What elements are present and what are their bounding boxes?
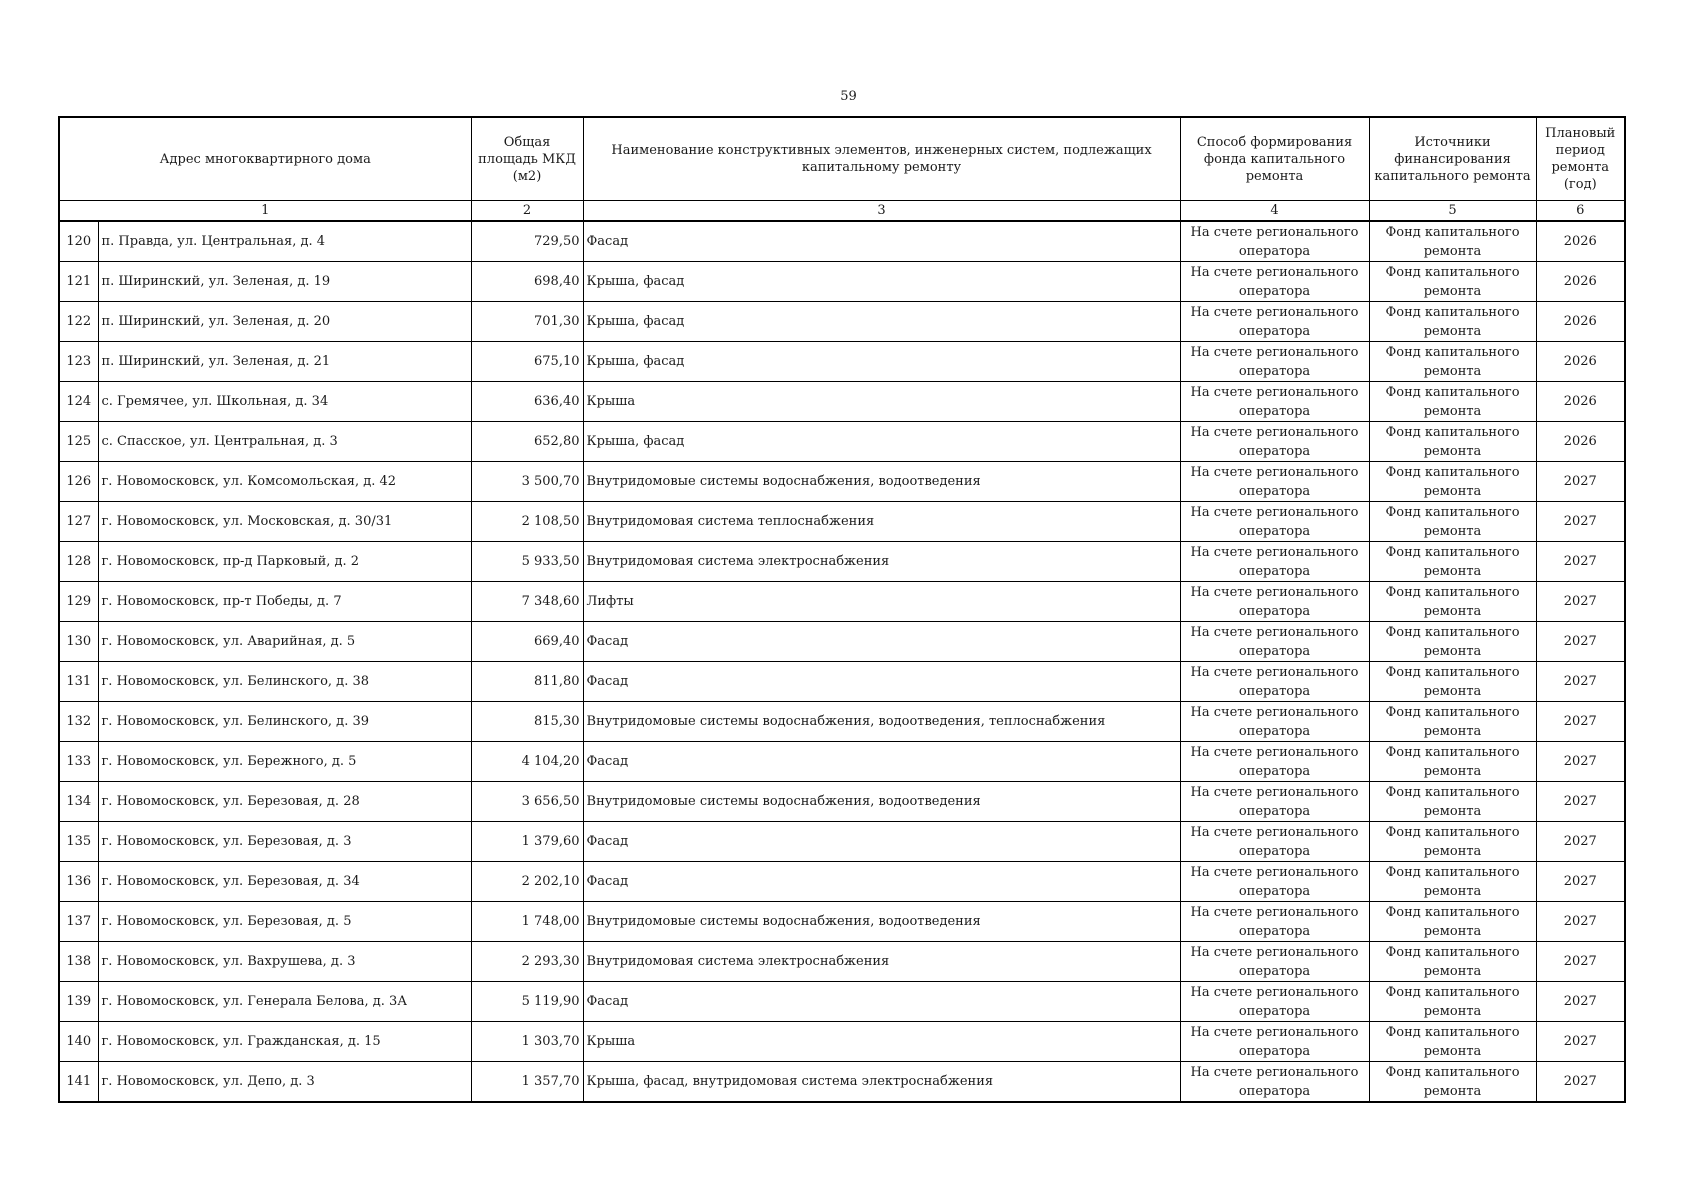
elements-cell: Фасад bbox=[583, 862, 1180, 902]
funding-source-cell: Фонд капитального ремонта bbox=[1369, 662, 1536, 702]
funding-source-cell: Фонд капитального ремонта bbox=[1369, 221, 1536, 262]
area-cell: 1 357,70 bbox=[471, 1062, 583, 1103]
address-cell: г. Новомосковск, ул. Депо, д. 3 bbox=[98, 1062, 471, 1103]
area-cell: 698,40 bbox=[471, 262, 583, 302]
planned-year-cell: 2026 bbox=[1536, 302, 1625, 342]
address-cell: г. Новомосковск, ул. Гражданская, д. 15 bbox=[98, 1022, 471, 1062]
planned-year-cell: 2027 bbox=[1536, 822, 1625, 862]
elements-cell: Крыша, фасад bbox=[583, 342, 1180, 382]
row-number: 128 bbox=[59, 542, 98, 582]
elements-cell: Фасад bbox=[583, 662, 1180, 702]
funding-source-cell: Фонд капитального ремонта bbox=[1369, 782, 1536, 822]
area-cell: 5 119,90 bbox=[471, 982, 583, 1022]
row-number: 130 bbox=[59, 622, 98, 662]
fund-method-cell: На счете регионального оператора bbox=[1180, 462, 1369, 502]
elements-cell: Крыша, фасад bbox=[583, 302, 1180, 342]
funding-source-cell: Фонд капитального ремонта bbox=[1369, 942, 1536, 982]
fund-method-cell: На счете регионального оператора bbox=[1180, 902, 1369, 942]
fund-method-cell: На счете регионального оператора bbox=[1180, 542, 1369, 582]
row-number: 139 bbox=[59, 982, 98, 1022]
fund-method-cell: На счете регионального оператора bbox=[1180, 382, 1369, 422]
funding-source-cell: Фонд капитального ремонта bbox=[1369, 622, 1536, 662]
funding-source-cell: Фонд капитального ремонта bbox=[1369, 382, 1536, 422]
area-cell: 2 202,10 bbox=[471, 862, 583, 902]
area-cell: 729,50 bbox=[471, 221, 583, 262]
table-row bbox=[59, 942, 1625, 982]
table-row bbox=[59, 1062, 1625, 1103]
address-cell: с. Гремячее, ул. Школьная, д. 34 bbox=[98, 382, 471, 422]
row-number: 125 bbox=[59, 422, 98, 462]
address-cell: г. Новомосковск, ул. Березовая, д. 34 bbox=[98, 862, 471, 902]
page-number: 59 bbox=[840, 89, 857, 104]
fund-method-cell: На счете регионального оператора bbox=[1180, 262, 1369, 302]
area-cell: 811,80 bbox=[471, 662, 583, 702]
address-cell: г. Новомосковск, ул. Бережного, д. 5 bbox=[98, 742, 471, 782]
funding-source-cell: Фонд капитального ремонта bbox=[1369, 342, 1536, 382]
table-row bbox=[59, 582, 1625, 622]
table-row bbox=[59, 702, 1625, 742]
address-cell: п. Ширинский, ул. Зеленая, д. 21 bbox=[98, 342, 471, 382]
address-cell: г. Новомосковск, пр-д Парковый, д. 2 bbox=[98, 542, 471, 582]
elements-cell: Внутридомовые системы водоснабжения, водоотведения bbox=[583, 782, 1180, 822]
table-row bbox=[59, 502, 1625, 542]
address-cell: г. Новомосковск, ул. Березовая, д. 28 bbox=[98, 782, 471, 822]
area-cell: 675,10 bbox=[471, 342, 583, 382]
elements-cell: Внутридомовые системы водоснабжения, водоотведения bbox=[583, 462, 1180, 502]
fund-method-cell: На счете регионального оператора bbox=[1180, 742, 1369, 782]
address-cell: г. Новомосковск, ул. Березовая, д. 5 bbox=[98, 902, 471, 942]
funding-source-cell: Фонд капитального ремонта bbox=[1369, 702, 1536, 742]
elements-cell: Внутридомовые системы водоснабжения, водоотведения bbox=[583, 902, 1180, 942]
row-number: 140 bbox=[59, 1022, 98, 1062]
table-row bbox=[59, 782, 1625, 822]
fund-method-cell: На счете регионального оператора bbox=[1180, 221, 1369, 262]
row-number: 127 bbox=[59, 502, 98, 542]
funding-source-cell: Фонд капитального ремонта bbox=[1369, 462, 1536, 502]
area-cell: 701,30 bbox=[471, 302, 583, 342]
row-number: 132 bbox=[59, 702, 98, 742]
address-cell: г. Новомосковск, ул. Белинского, д. 38 bbox=[98, 662, 471, 702]
address-cell: г. Новомосковск, пр-т Победы, д. 7 bbox=[98, 582, 471, 622]
area-cell: 3 656,50 bbox=[471, 782, 583, 822]
table-row bbox=[59, 822, 1625, 862]
area-cell: 1 303,70 bbox=[471, 1022, 583, 1062]
elements-cell: Крыша, фасад bbox=[583, 262, 1180, 302]
row-number: 136 bbox=[59, 862, 98, 902]
column-number-row bbox=[59, 201, 1625, 222]
table-row bbox=[59, 862, 1625, 902]
table-body bbox=[59, 221, 1625, 1102]
fund-method-cell: На счете регионального оператора bbox=[1180, 422, 1369, 462]
planned-year-cell: 2027 bbox=[1536, 502, 1625, 542]
header-area: Общая площадь МКД (м2) bbox=[471, 117, 583, 201]
table-row bbox=[59, 221, 1625, 262]
fund-method-cell: На счете регионального оператора bbox=[1180, 622, 1369, 662]
elements-cell: Фасад bbox=[583, 622, 1180, 662]
planned-year-cell: 2026 bbox=[1536, 262, 1625, 302]
header-fund-method: Способ формирования фонда капитального ремонта bbox=[1180, 117, 1369, 201]
fund-method-cell: На счете регионального оператора bbox=[1180, 782, 1369, 822]
row-number: 137 bbox=[59, 902, 98, 942]
fund-method-cell: На счете регионального оператора bbox=[1180, 942, 1369, 982]
funding-source-cell: Фонд капитального ремонта bbox=[1369, 742, 1536, 782]
planned-year-cell: 2026 bbox=[1536, 422, 1625, 462]
funding-source-cell: Фонд капитального ремонта bbox=[1369, 542, 1536, 582]
table-row bbox=[59, 382, 1625, 422]
funding-source-cell: Фонд капитального ремонта bbox=[1369, 1062, 1536, 1103]
planned-year-cell: 2027 bbox=[1536, 902, 1625, 942]
fund-method-cell: На счете регионального оператора bbox=[1180, 1022, 1369, 1062]
address-cell: г. Новомосковск, ул. Генерала Белова, д. 3А bbox=[98, 982, 471, 1022]
elements-cell: Внутридомовая система электроснабжения bbox=[583, 542, 1180, 582]
planned-year-cell: 2026 bbox=[1536, 382, 1625, 422]
fund-method-cell: На счете регионального оператора bbox=[1180, 582, 1369, 622]
area-cell: 815,30 bbox=[471, 702, 583, 742]
elements-cell: Крыша, фасад bbox=[583, 422, 1180, 462]
row-number: 123 bbox=[59, 342, 98, 382]
fund-method-cell: На счете регионального оператора bbox=[1180, 862, 1369, 902]
table-row bbox=[59, 982, 1625, 1022]
funding-source-cell: Фонд капитального ремонта bbox=[1369, 1022, 1536, 1062]
area-cell: 4 104,20 bbox=[471, 742, 583, 782]
row-number: 126 bbox=[59, 462, 98, 502]
funding-source-cell: Фонд капитального ремонта bbox=[1369, 302, 1536, 342]
row-number: 135 bbox=[59, 822, 98, 862]
funding-source-cell: Фонд капитального ремонта bbox=[1369, 822, 1536, 862]
address-cell: с. Спасское, ул. Центральная, д. 3 bbox=[98, 422, 471, 462]
planned-year-cell: 2027 bbox=[1536, 462, 1625, 502]
table-row bbox=[59, 622, 1625, 662]
fund-method-cell: На счете регионального оператора bbox=[1180, 342, 1369, 382]
row-number: 134 bbox=[59, 782, 98, 822]
column-number: 5 bbox=[1369, 201, 1536, 222]
elements-cell: Внутридомовая система теплоснабжения bbox=[583, 502, 1180, 542]
elements-cell: Внутридомовая система электроснабжения bbox=[583, 942, 1180, 982]
table-row bbox=[59, 422, 1625, 462]
fund-method-cell: На счете регионального оператора bbox=[1180, 822, 1369, 862]
elements-cell: Крыша bbox=[583, 1022, 1180, 1062]
area-cell: 636,40 bbox=[471, 382, 583, 422]
table-row bbox=[59, 462, 1625, 502]
address-cell: п. Ширинский, ул. Зеленая, д. 20 bbox=[98, 302, 471, 342]
column-number: 1 bbox=[59, 201, 471, 222]
row-number: 121 bbox=[59, 262, 98, 302]
planned-year-cell: 2027 bbox=[1536, 862, 1625, 902]
address-cell: г. Новомосковск, ул. Аварийная, д. 5 bbox=[98, 622, 471, 662]
header-elements: Наименование конструктивных элементов, инженерных систем, подлежащих капитальному ремонту bbox=[583, 117, 1180, 201]
address-cell: п. Правда, ул. Центральная, д. 4 bbox=[98, 221, 471, 262]
funding-source-cell: Фонд капитального ремонта bbox=[1369, 862, 1536, 902]
table-row bbox=[59, 902, 1625, 942]
header-funding-sources: Источники финансирования капитального ремонта bbox=[1369, 117, 1536, 201]
capital-repair-table bbox=[58, 116, 1626, 1103]
elements-cell: Фасад bbox=[583, 221, 1180, 262]
planned-year-cell: 2027 bbox=[1536, 782, 1625, 822]
elements-cell: Крыша bbox=[583, 382, 1180, 422]
planned-year-cell: 2027 bbox=[1536, 622, 1625, 662]
area-cell: 2 293,30 bbox=[471, 942, 583, 982]
funding-source-cell: Фонд капитального ремонта bbox=[1369, 262, 1536, 302]
table-row bbox=[59, 542, 1625, 582]
planned-year-cell: 2027 bbox=[1536, 1062, 1625, 1103]
fund-method-cell: На счете регионального оператора bbox=[1180, 1062, 1369, 1103]
area-cell: 669,40 bbox=[471, 622, 583, 662]
address-cell: г. Новомосковск, ул. Комсомольская, д. 42 bbox=[98, 462, 471, 502]
elements-cell: Лифты bbox=[583, 582, 1180, 622]
funding-source-cell: Фонд капитального ремонта bbox=[1369, 422, 1536, 462]
elements-cell: Фасад bbox=[583, 742, 1180, 782]
area-cell: 2 108,50 bbox=[471, 502, 583, 542]
planned-year-cell: 2026 bbox=[1536, 342, 1625, 382]
planned-year-cell: 2027 bbox=[1536, 982, 1625, 1022]
area-cell: 1 379,60 bbox=[471, 822, 583, 862]
table-row bbox=[59, 662, 1625, 702]
address-cell: г. Новомосковск, ул. Московская, д. 30/31 bbox=[98, 502, 471, 542]
area-cell: 3 500,70 bbox=[471, 462, 583, 502]
elements-cell: Фасад bbox=[583, 822, 1180, 862]
row-number: 124 bbox=[59, 382, 98, 422]
column-number: 4 bbox=[1180, 201, 1369, 222]
elements-cell: Внутридомовые системы водоснабжения, водоотведения, теплоснабжения bbox=[583, 702, 1180, 742]
address-cell: п. Ширинский, ул. Зеленая, д. 19 bbox=[98, 262, 471, 302]
address-cell: г. Новомосковск, ул. Белинского, д. 39 bbox=[98, 702, 471, 742]
fund-method-cell: На счете регионального оператора bbox=[1180, 662, 1369, 702]
fund-method-cell: На счете регионального оператора bbox=[1180, 702, 1369, 742]
planned-year-cell: 2027 bbox=[1536, 942, 1625, 982]
planned-year-cell: 2027 bbox=[1536, 702, 1625, 742]
fund-method-cell: На счете регионального оператора bbox=[1180, 302, 1369, 342]
header-planned-period: Плановый период ремонта (год) bbox=[1536, 117, 1625, 201]
fund-method-cell: На счете регионального оператора bbox=[1180, 502, 1369, 542]
funding-source-cell: Фонд капитального ремонта bbox=[1369, 902, 1536, 942]
area-cell: 7 348,60 bbox=[471, 582, 583, 622]
area-cell: 1 748,00 bbox=[471, 902, 583, 942]
row-number: 131 bbox=[59, 662, 98, 702]
table-row bbox=[59, 342, 1625, 382]
address-cell: г. Новомосковск, ул. Вахрушева, д. 3 bbox=[98, 942, 471, 982]
planned-year-cell: 2027 bbox=[1536, 582, 1625, 622]
planned-year-cell: 2027 bbox=[1536, 542, 1625, 582]
column-number: 3 bbox=[583, 201, 1180, 222]
row-number: 133 bbox=[59, 742, 98, 782]
table-row bbox=[59, 1022, 1625, 1062]
elements-cell: Крыша, фасад, внутридомовая система электроснабжения bbox=[583, 1062, 1180, 1103]
row-number: 120 bbox=[59, 221, 98, 262]
column-number: 2 bbox=[471, 201, 583, 222]
header-row bbox=[59, 117, 1625, 201]
planned-year-cell: 2027 bbox=[1536, 662, 1625, 702]
row-number: 122 bbox=[59, 302, 98, 342]
fund-method-cell: На счете регионального оператора bbox=[1180, 982, 1369, 1022]
header-address: Адрес многоквартирного дома bbox=[59, 117, 471, 201]
address-cell: г. Новомосковск, ул. Березовая, д. 3 bbox=[98, 822, 471, 862]
planned-year-cell: 2026 bbox=[1536, 221, 1625, 262]
area-cell: 5 933,50 bbox=[471, 542, 583, 582]
planned-year-cell: 2027 bbox=[1536, 1022, 1625, 1062]
table-row bbox=[59, 742, 1625, 782]
row-number: 129 bbox=[59, 582, 98, 622]
funding-source-cell: Фонд капитального ремонта bbox=[1369, 582, 1536, 622]
table-row bbox=[59, 262, 1625, 302]
funding-source-cell: Фонд капитального ремонта bbox=[1369, 982, 1536, 1022]
area-cell: 652,80 bbox=[471, 422, 583, 462]
row-number: 141 bbox=[59, 1062, 98, 1103]
funding-source-cell: Фонд капитального ремонта bbox=[1369, 502, 1536, 542]
row-number: 138 bbox=[59, 942, 98, 982]
table-row bbox=[59, 302, 1625, 342]
elements-cell: Фасад bbox=[583, 982, 1180, 1022]
planned-year-cell: 2027 bbox=[1536, 742, 1625, 782]
column-number: 6 bbox=[1536, 201, 1625, 222]
